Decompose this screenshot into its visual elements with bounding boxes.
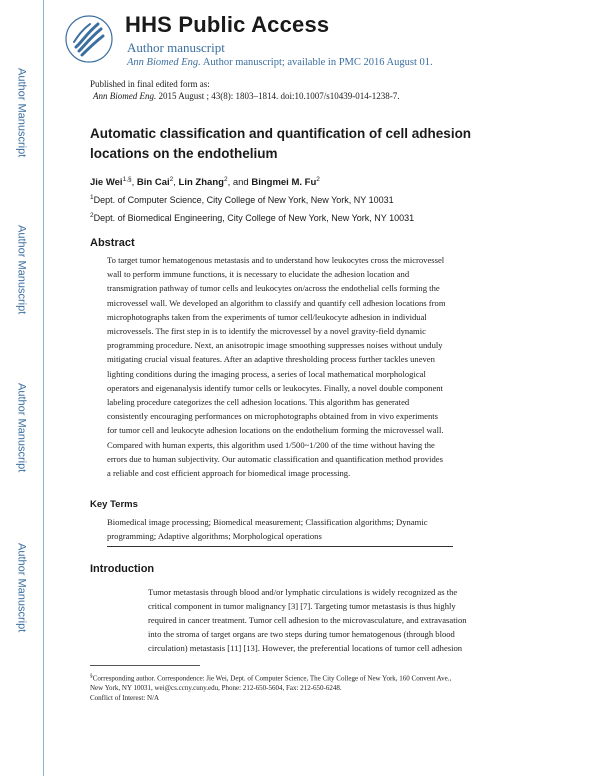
introduction-line-4: into the stroma of target organs are two steps during tumor hematogenous (through blood [148,629,455,639]
sidebar-label-1: Author Manuscript [15,68,28,158]
key-terms-rule [107,546,453,547]
author-name: Bin Cai [136,177,170,189]
citation-line: Ann Biomed Eng. 2015 August ; 43(8): 1803–1814. doi:10.1007/s10439-014-1238-7. [93,91,400,101]
sidebar-label-4: Author Manuscript [15,543,28,633]
footnotes: §Corresponding author. Correspondence: Jie Wei, Dept. of Computer Science, The City College of New York, 160 Convent Ave., New York, NY 10031, wei@cs.ccny.cuny.edu, Phone: 212-650-5604, Fax: 212-650-6248. Conflict of Interest: N/A [90,673,452,703]
sidebar-label-3: Author Manuscript [15,383,28,473]
author-name: Bingmei M. Fu [251,177,317,189]
abstract-body: To target tumor hematogenous metastasis and to understand how leukocytes cross the microvessel wall to perform immune functions, it is necessary to elucidate the adhesion location and transmigration pathway of tumor cells and leukocytes on/across the endothelial cells forming the microvessel wall. We developed an algorithm to classify and quantify cell adhesion locations from microphotographs taken from the experiments of tumor cell/leukocyte adhesion in individual microvessels. The first step in is to identify the microvessel by a novel gravity-field dynamic programming procedure. Next, an anisotropic image smoothing suppresses noises without unduly mitigating crucial visual features. After an adaptive thresholding process further tackles uneven lighting conditions during the imaging process, a series of local mathematical morphological operators and eigenanalysis identify tumor cells or leukocytes. Finally, a novel double component labeling procedure categorizes the cell adhesion locations. This algorithm has generated consistently encouraging performances on microphotographs obtained from in vivo experiments for tumor cell and leukocyte adhesion locations on the endothelium forming the microvessel wall. Compared with human experts, this algorithm used 1/500~1/200 of the time without having the errors due to human subjectivity. Our automatic classification and quantification method provides a reliable and cost efficient approach for biomedical image processing. [107,255,446,479]
affiliation-1: $^1$Dept. of Computer Science, City College of New York, New York, NY 10031 [90,194,394,205]
author-list: Jie Wei$^{1,\S}$, Bin Cai$^2$, Lin Zhang$^2$, and Bingmei M. Fu$^2$ [90,176,320,189]
affiliation-2: $^2$Dept. of Biomedical Engineering, City College of New York, New York, NY 10031 [90,212,415,223]
introduction-line-3: required in cancer treatment. Tumor cell adhesion to the microvasculature, and extravasation [148,615,467,625]
key-terms-heading: Key Terms [90,499,138,510]
sidebar-rule [43,0,44,776]
hhs-title: HHS Public Access [125,12,330,37]
availability-line: Ann Biomed Eng. Author manuscript; available in PMC 2016 August 01. [127,57,433,68]
key-terms-body: Biomedical image processing; Biomedical measurement; Classification algorithms; Dynamic programming; Adaptive algorithms; Morphological operations [107,517,428,542]
footnote-rule [90,665,200,666]
published-label: Published in final edited form as: [90,79,210,89]
manuscript-label: Author manuscript [127,40,225,55]
introduction-heading: Introduction [90,563,155,575]
introduction-line-5: circulation) metastasis [11] [13]. However, the preferential locations of tumor cell adhesion [148,643,463,653]
author-name: Lin Zhang [178,177,224,189]
introduction-line-1: Tumor metastasis through blood and/or lymphatic circulations is widely recognized as the [148,587,458,597]
hhs-eagle-logo [64,12,114,66]
introduction-line-2: critical component in tumor malignancy [3] [7]. Targeting tumor metastasis is thus highly [148,601,456,611]
abstract-heading: Abstract [90,237,135,249]
article-title: Automatic classification and quantification of cell adhesion locations on the endothelium [90,126,472,161]
author-name: Jie Wei [90,177,123,189]
sidebar-label-2: Author Manuscript [15,225,28,315]
